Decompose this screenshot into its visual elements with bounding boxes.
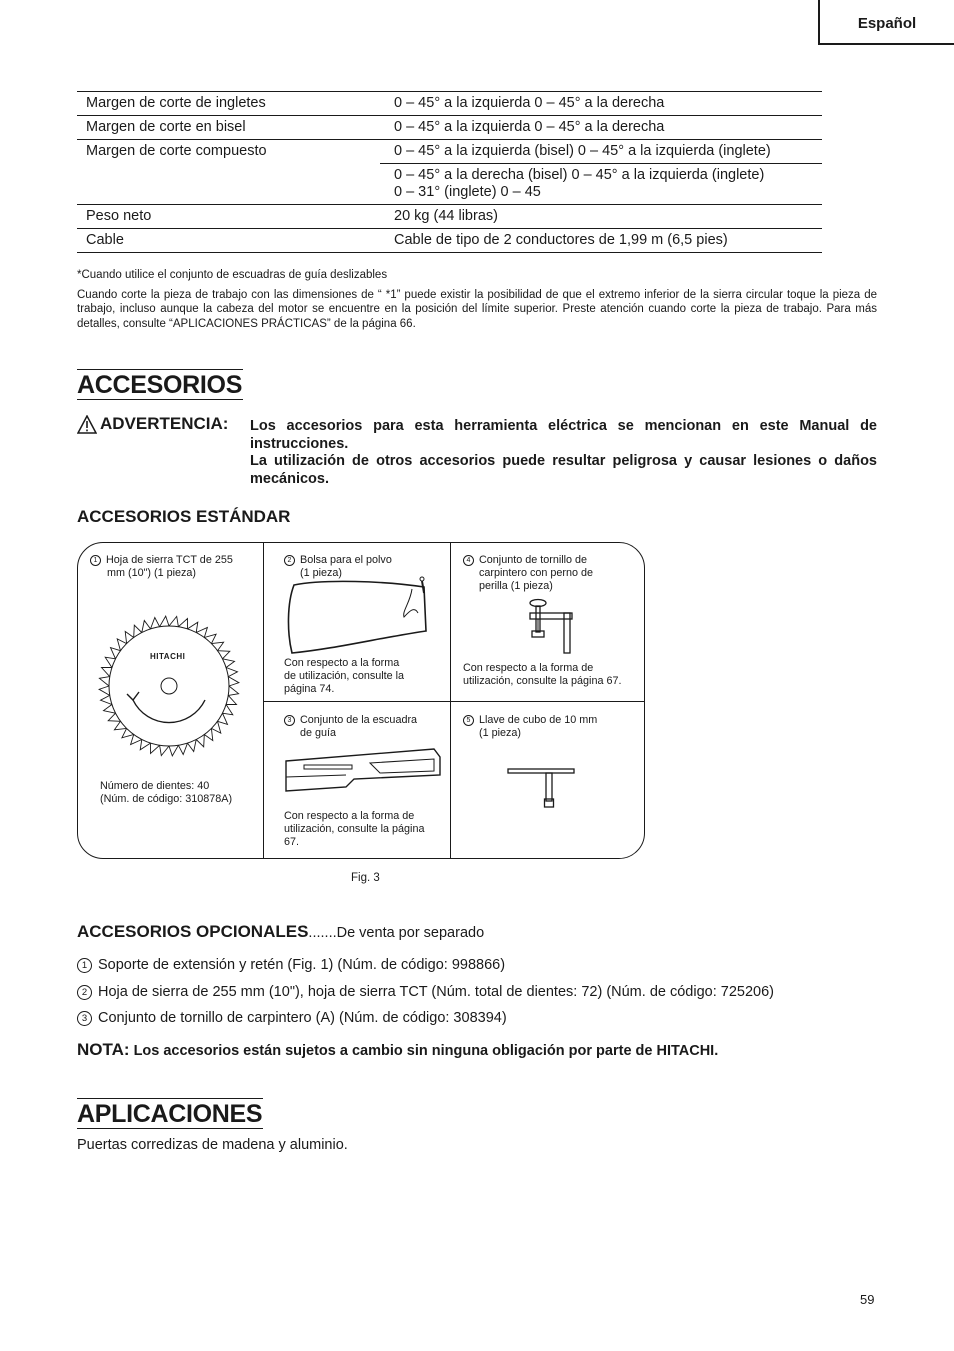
table-row [77, 116, 822, 140]
item-number: 2 [77, 985, 92, 1000]
spec-label: Peso neto [86, 208, 152, 224]
warning-text-2: La utilización de otros accesorios puede resultar peligrosa y causar lesiones o daños mecánicos. [250, 453, 877, 487]
item-name-line: mm (10") (1 pieza) [107, 567, 197, 579]
item-number: 4 [463, 555, 474, 566]
item-name-line: perilla (1 pieza) [479, 580, 553, 592]
note-line: (Núm. de código: 310878A) [100, 793, 233, 805]
spec-label: Margen de corte en bisel [86, 119, 246, 135]
note-line: Con respecto a la forma de [463, 662, 594, 674]
item-name-line: Llave de cubo de 10 mm [479, 714, 598, 726]
note-line: 67. [284, 836, 300, 848]
notes [77, 268, 877, 331]
nota-label: NOTA: [77, 1040, 130, 1059]
saw-teeth [99, 616, 239, 756]
list-item [77, 979, 774, 1006]
item-number: 1 [90, 555, 101, 566]
aplicaciones-text: Puertas corredizas de madena y aluminio. [77, 1137, 348, 1153]
warning-text [250, 418, 877, 488]
spec-value-line: 0 – 45° a la derecha (bisel) 0 – 45° a la izquierda (inglete) [394, 167, 765, 183]
vise-note [463, 662, 643, 688]
optional-accessories-heading [77, 922, 484, 942]
list-item [77, 952, 774, 979]
note-line: utilización, consulte la página 67. [463, 675, 622, 687]
item-text: Hoja de sierra de 255 mm (10"), hoja de sierra TCT (Núm. total de dientes: 72) (Núm. de código: 725206) [98, 983, 774, 1000]
spec-value: Cable de tipo de 2 conductores de 1,99 m (6,5 pies) [394, 232, 728, 248]
spec-label: Margen de corte compuesto [77, 140, 380, 205]
spec-value-multiline [380, 164, 822, 205]
item-text: Conjunto de tornillo de carpintero (A) (Núm. de código: 308394) [98, 1010, 507, 1026]
item-name-line: Conjunto de la escuadra [300, 714, 418, 726]
item-name-line: (1 pieza) [479, 727, 522, 739]
optional-accessories-title: ACCESORIOS OPCIONALES [77, 922, 309, 941]
table-row [77, 92, 822, 116]
note-line: página 74. [284, 683, 335, 695]
bag-note [284, 657, 449, 696]
table-row [77, 205, 822, 229]
standard-accessories-title: ACCESORIOS ESTÁNDAR [77, 507, 291, 526]
spec-value: 20 kg (44 libras) [394, 208, 498, 224]
note-line: Con respecto a la forma de [284, 810, 415, 822]
specs-table [77, 91, 822, 253]
item-number: 1 [77, 958, 92, 973]
item-name-line: carpintero con perno de [479, 567, 594, 579]
blade-brand: HITACHI [150, 652, 186, 661]
item-name-line: Hoja de sierra TCT de 255 [106, 554, 233, 566]
spec-value: 0 – 45° a la izquierda 0 – 45° a la derecha [394, 119, 665, 135]
spec-value-line: 0 – 31° (inglete) 0 – 45 [394, 184, 541, 200]
blade-item-name [90, 554, 255, 580]
note-line: utilización, consulte la página [284, 823, 425, 835]
item-name-line: (1 pieza) [300, 567, 343, 579]
vise-icon [524, 597, 584, 657]
socket-wrench-icon [506, 765, 578, 811]
warning-label [77, 414, 228, 434]
spec-value: 0 – 45° a la izquierda (bisel) 0 – 45° a la izquierda (inglete) [380, 140, 822, 164]
guide-item-name [284, 714, 449, 740]
figure-caption: Fig. 3 [351, 872, 380, 884]
spec-value: 0 – 45° a la izquierda 0 – 45° a la derecha [394, 95, 665, 111]
wrench-item-name [463, 714, 638, 740]
saw-blade-icon [97, 614, 241, 758]
note-line: de utilización, consulte la [284, 670, 405, 682]
note-body: Cuando corte la pieza de trabajo con las dimensiones de “ *1” puede existir la posibilidad de que el extremo inferior de la sierra circular toque la pieza de trabajo, incluso aunque la cabeza del motor se encuentre en la posición del límite superior. Preste atención cuando corte la pieza de trabajo. Para más detalles, consulte “APLICACIONES PRÁCTICAS” de la página 66. [77, 288, 877, 330]
spec-label: Margen de corte de ingletes [86, 95, 266, 111]
nota-text: Los accesorios están sujetos a cambio sin ninguna obligación por parte de HITACHI. [133, 1043, 719, 1059]
accesorios-title: ACCESORIOS [77, 371, 243, 399]
warning-label-text: ADVERTENCIA: [100, 414, 229, 433]
item-number: 3 [77, 1011, 92, 1026]
warning-triangle-icon [77, 415, 97, 434]
warning-text-1: Los accesorios para esta herramienta eléctrica se mencionan en este Manual de instrucciones. [250, 418, 877, 452]
optional-accessories-suffix: .......De venta por separado [308, 925, 485, 941]
item-name-line: Bolsa para el polvo [300, 554, 392, 566]
list-item [77, 1005, 774, 1032]
item-name-line: Conjunto de tornillo de [479, 554, 588, 566]
optional-accessories-list [77, 952, 774, 1032]
item-name-line: de guía [300, 727, 337, 739]
page-number: 59 [860, 1292, 875, 1307]
spec-label: Cable [86, 232, 124, 248]
guide-note [284, 810, 449, 849]
aplicaciones-title: APLICACIONES [77, 1100, 263, 1128]
vise-item-name [463, 554, 638, 593]
blade-note [100, 780, 260, 806]
item-text: Soporte de extensión y retén (Fig. 1) (Núm. de código: 998866) [98, 957, 506, 973]
item-number: 2 [284, 555, 295, 566]
table-row [77, 229, 822, 253]
nota-block [77, 1040, 718, 1060]
note-line: Número de dientes: 40 [100, 780, 210, 792]
dust-bag-icon [284, 573, 434, 655]
guide-fence-icon [284, 747, 442, 797]
table-row [77, 140, 822, 164]
note-star: *Cuando utilice el conjunto de escuadras de guía deslizables [77, 269, 388, 281]
item-number: 3 [284, 715, 295, 726]
language-tab: Español [818, 0, 954, 45]
divider [263, 701, 645, 702]
item-number: 5 [463, 715, 474, 726]
standard-accessories-figure [77, 542, 645, 859]
note-line: Con respecto a la forma [284, 657, 400, 669]
